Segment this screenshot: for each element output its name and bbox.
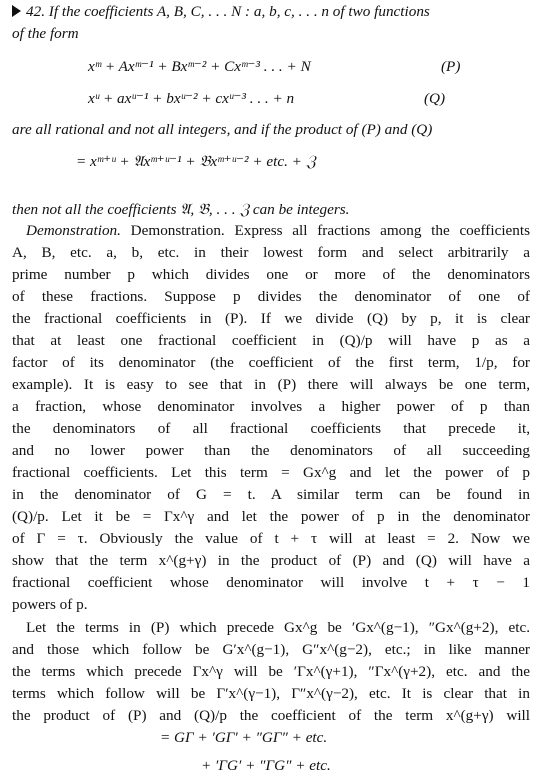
body-line-10: that at least one fractional coefficient in (Q)/p will have p as a	[12, 332, 530, 349]
body-line-19: of Γ = τ. Obviously the value of t + τ will at least = 2. Now we	[12, 530, 530, 547]
theorem-line-2: of the form	[12, 25, 79, 42]
equation-sum-1: = GΓ + ′GΓ′ + ″GΓ″ + etc.	[160, 729, 328, 746]
body-line-18: (Q)/p. Let it be = Γx^γ and let the power of p in the denominator	[12, 508, 530, 525]
body-line-20: show that the term x^(g+γ) in the product of (P) and (Q) will have a	[12, 552, 530, 569]
body-line-26: terms which follow will be Γ′x^(γ−1), Γ″x^(γ−2), etc. It is clear that in	[12, 685, 530, 702]
body-line-16: fractional coefficients. Let this term = Gx^g and let the power of p	[12, 464, 530, 481]
theorem-line-1: 42. If the coefficients A, B, C, . . . N : a, b, c, . . . n of two functions	[12, 2, 530, 22]
body-line-25: the terms which precede Γx^γ will be ′Γx^(γ+1), ″Γx^(γ+2), etc. and the	[12, 663, 530, 680]
body-line-17: in the denominator of G = t. A similar term can be found in	[12, 486, 530, 503]
body-line-24: and those which follow be G′x^(g−1), G″x^(g−2), etc.; in like manner	[12, 641, 530, 658]
demonstration-line-1: Demonstration. Demonstration. Express all fractions among the coefficients	[26, 222, 531, 239]
equation-Q-tag: (Q)	[424, 90, 446, 107]
body-line-21: fractional coefficient whose denominator will involve t + τ − 1	[12, 574, 530, 591]
body-line-15: and no lower power than the denominators of all succeeding	[12, 442, 530, 459]
equation-product: = xᵐ⁺ᵘ + 𝔄xᵐ⁺ᵘ⁻¹ + 𝔅xᵐ⁺ᵘ⁻² + etc. + ℨ	[76, 153, 316, 170]
body-line-12: example). It is easy to see that in (P) there will always be one term,	[12, 376, 530, 393]
equation-P: xᵐ + Axᵐ⁻¹ + Bxᵐ⁻² + Cxᵐ⁻³ . . . + N	[88, 58, 311, 75]
body-line-6: A, B, etc. a, b, etc. in their lowest form and select arbitrarily a	[12, 244, 530, 261]
body-line-14: the denominators of all fractional coefficients that precede it,	[12, 420, 530, 437]
theorem-line-4: then not all the coefficients 𝔄, 𝔅, . . . ℨ can be integers.	[12, 201, 350, 218]
body-line-7: prime number p which divides one or more of the denominators	[12, 266, 530, 283]
body-line-11: factor of its denominator (the coefficient of the first term, 1/p, for	[12, 354, 530, 371]
body-line-8: of these fractions. Suppose p divides the denominator of one of	[12, 288, 530, 305]
theorem-line-3: are all rational and not all integers, and if the product of (P) and (Q)	[12, 121, 433, 138]
equation-sum-2: + ′ΓG′ + ″ΓG″ + etc.	[201, 757, 331, 774]
body-line-9: the fractional coefficients in (P). If we divide (Q) by p, it is clear	[12, 310, 530, 327]
body-line-23: Let the terms in (P) which precede Gx^g be ′Gx^(g−1), ″Gx^(g+2), etc.	[26, 619, 530, 636]
body-line-22: powers of p.	[12, 596, 88, 613]
equation-P-tag: (P)	[441, 58, 461, 75]
body-line-13: a fraction, whose denominator involves a higher power of p than	[12, 398, 530, 415]
body-line-27: the product of (P) and (Q)/p the coefficient of the term x^(g+γ) will	[12, 707, 530, 724]
triangle-bullet-icon	[12, 5, 21, 17]
equation-Q: xᵘ + axᵘ⁻¹ + bxᵘ⁻² + cxᵘ⁻³ . . . + n	[88, 90, 295, 107]
